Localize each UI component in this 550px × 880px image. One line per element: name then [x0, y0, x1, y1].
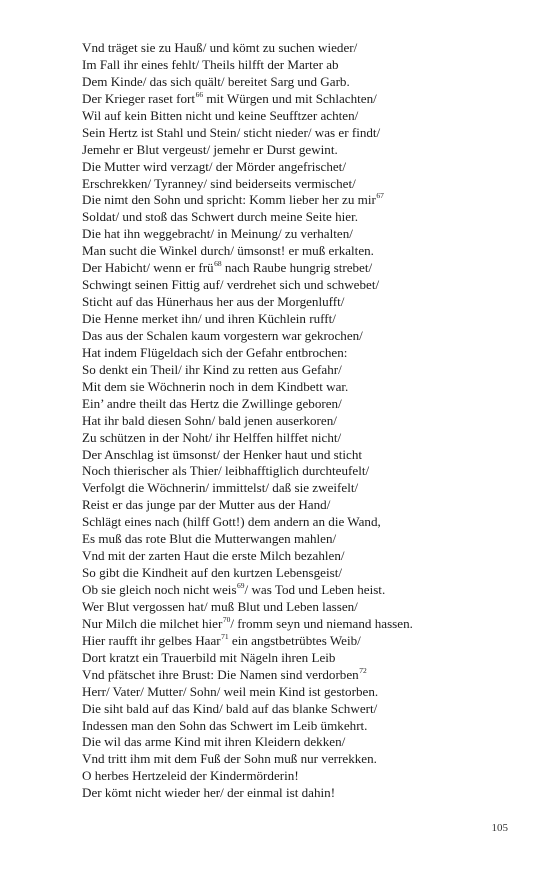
line-text: Im Fall ihr eines fehlt/ Theils hilfft der Marter ab — [82, 56, 339, 72]
line-text: Jemehr er Blut vergeust/ jemehr er Durst gewint. — [82, 141, 338, 157]
footnote-marker: 72 — [359, 665, 367, 675]
poem-line — [82, 260, 502, 277]
line-text: Dem Kinde/ das sich quält/ bereitet Sarg und Garb. — [82, 73, 350, 89]
line-text: Erschrekken/ Tyranney/ sind beiderseits vermischet/ — [82, 175, 356, 191]
poem-line — [82, 548, 502, 565]
poem-line — [82, 176, 502, 193]
poem-line — [82, 192, 502, 209]
line-text: Sticht auf das Hünerhaus her aus der Morgenlufft/ — [82, 294, 345, 310]
poem-line — [82, 785, 502, 802]
line-text: Ob sie gleich noch nicht weis — [82, 582, 237, 597]
poem-line — [82, 413, 502, 430]
poem-line — [82, 328, 502, 345]
footnote-marker: 71 — [221, 631, 229, 641]
poem-line — [82, 684, 502, 701]
line-text: Wer Blut vergossen hat/ muß Blut und Leben lassen/ — [82, 598, 358, 614]
poem-line — [82, 751, 502, 768]
poem-line — [82, 142, 502, 159]
line-text: Die wil das arme Kind mit ihren Kleidern dekken/ — [82, 734, 346, 750]
poem-line — [82, 430, 502, 447]
poem-line — [82, 718, 502, 735]
line-text: Verfolgt die Wöchnerin/ immittelst/ daß sie zweifelt/ — [82, 480, 359, 496]
poem-line — [82, 91, 502, 108]
poem-line — [82, 565, 502, 582]
poem-line — [82, 734, 502, 751]
footnote-marker: 67 — [376, 191, 384, 201]
line-text: Der kömt nicht wieder her/ der einmal ist dahin! — [82, 785, 336, 801]
poem-line — [82, 57, 502, 74]
footnote-marker: 70 — [222, 614, 231, 624]
line-text: Hat indem Flügeldach sich der Gefahr entbrochen: — [82, 344, 348, 360]
line-text: Nur Milch die milchet hier — [82, 615, 223, 631]
poem-line — [82, 480, 502, 497]
poem-line — [82, 514, 502, 531]
line-text: Ein’ andre theilt das Hertz die Zwillinge geboren/ — [82, 395, 342, 411]
line-text: Die hat ihn weggebracht/ in Meinung/ zu verhalten/ — [82, 226, 353, 242]
poem-line — [82, 582, 502, 599]
line-text: Hat ihr bald diesen Sohn/ bald jenen auserkoren/ — [82, 412, 337, 428]
line-text: Der Krieger raset fort — [82, 90, 196, 106]
footnote-marker: 66 — [195, 89, 204, 99]
poem-line — [82, 362, 502, 379]
line-text: Wil auf kein Bitten nicht und keine Seufftzer achten/ — [82, 107, 359, 123]
line-text: Der Anschlag ist ümsonst/ der Henker haut und sticht — [82, 446, 363, 462]
line-text: So denkt ein Theil/ ihr Kind zu retten aus Gefahr/ — [82, 361, 342, 377]
poem-line — [82, 209, 502, 226]
line-text: O herbes Hertzeleid der Kindermörderin! — [82, 768, 299, 784]
line-text: Die Henne merket ihn/ und ihren Küchlein rufft/ — [82, 311, 336, 326]
line-text: Sein Hertz ist Stahl und Stein/ sticht nieder/ was er findt/ — [82, 124, 381, 140]
poem-line — [82, 463, 502, 480]
line-text: Man sucht die Winkel durch/ ümsonst! er muß erkalten. — [82, 243, 374, 259]
poem-line — [82, 447, 502, 464]
poem-line — [82, 650, 502, 667]
poem-line — [82, 616, 502, 633]
line-text: Das aus der Schalen kaum vorgestern war gekrochen/ — [82, 327, 363, 343]
line-text: Vnd mit der zarten Haut die erste Milch bezahlen/ — [82, 548, 345, 564]
poem-line — [82, 531, 502, 548]
line-text: Es muß das rote Blut die Mutterwangen mahlen/ — [82, 531, 337, 547]
line-text: Reist er das junge par der Mutter aus der Hand/ — [82, 497, 331, 513]
line-text: Noch thierischer als Thier/ leibhafftiglich durchteufelt/ — [82, 463, 370, 479]
poem-line — [82, 74, 502, 91]
line-text: Vnd pfätschet ihre Brust: Die Namen sind verdorben — [82, 666, 359, 682]
footnote-marker: 68 — [214, 259, 222, 269]
line-text-continued: ein angstbetrübtes Weib/ — [228, 632, 361, 648]
line-text: Vnd träget sie zu Hauß/ und kömt zu suchen wieder/ — [82, 40, 358, 55]
line-text: Dort kratzt ein Trauerbild mit Nägeln ihren Leib — [82, 649, 336, 665]
footnote-marker: 69 — [237, 581, 245, 590]
poem-line — [82, 497, 502, 514]
poem-line — [82, 226, 502, 243]
poem-line — [82, 125, 502, 142]
line-text: Indessen man den Sohn das Schwert im Leib ümkehrt. — [82, 717, 368, 733]
line-text: Schwingt seinen Fittig auf/ verdrehet sich und schwebet/ — [82, 277, 380, 293]
poem-line — [82, 396, 502, 413]
line-text: Zu schützen in der Noht/ ihr Helffen hilffet nicht/ — [82, 429, 342, 445]
page-number: 105 — [491, 822, 508, 834]
line-text: Die siht bald auf das Kind/ bald auf das blanke Schwert/ — [82, 700, 378, 716]
line-text: Die nimt den Sohn und spricht: Komm lieber her zu mir — [82, 192, 376, 208]
line-text-continued: / was Tod und Leben heist. — [244, 582, 386, 597]
line-text-continued: mit Würgen und mit Schlachten/ — [203, 90, 377, 106]
line-text-continued: / fromm seyn und niemand hassen. — [230, 615, 413, 631]
poem-line — [82, 277, 502, 294]
line-text: Schlägt eines nach (hilff Gott!) dem andern an die Wand, — [82, 514, 381, 530]
poem-line — [82, 243, 502, 260]
line-text: Herr/ Vater/ Mutter/ Sohn/ weil mein Kind ist gestorben. — [82, 683, 379, 699]
poem-line — [82, 311, 502, 328]
line-text-continued: nach Raube hungrig strebet/ — [221, 260, 373, 276]
line-text: Der Habicht/ wenn er frü — [82, 260, 214, 276]
line-text: Hier raufft ihr gelbes Haar — [82, 632, 221, 648]
poem-text — [82, 40, 502, 802]
poem-line — [82, 108, 502, 125]
line-text: Soldat/ und stoß das Schwert durch meine Seite hier. — [82, 209, 359, 225]
poem-line — [82, 633, 502, 650]
line-text: Mit dem sie Wöchnerin noch in dem Kindbett war. — [82, 378, 349, 394]
poem-line — [82, 379, 502, 396]
poem-line — [82, 40, 502, 57]
poem-line — [82, 701, 502, 718]
poem-line — [82, 159, 502, 176]
poem-line — [82, 599, 502, 616]
line-text: Vnd tritt ihm mit dem Fuß der Sohn muß nur verrekken. — [82, 751, 377, 767]
poem-line — [82, 667, 502, 684]
poem-line — [82, 294, 502, 311]
line-text: So gibt die Kindheit auf den kurtzen Lebensgeist/ — [82, 565, 342, 581]
line-text: Die Mutter wird verzagt/ der Mörder angefrischet/ — [82, 158, 346, 174]
poem-line — [82, 345, 502, 362]
poem-line — [82, 768, 502, 785]
